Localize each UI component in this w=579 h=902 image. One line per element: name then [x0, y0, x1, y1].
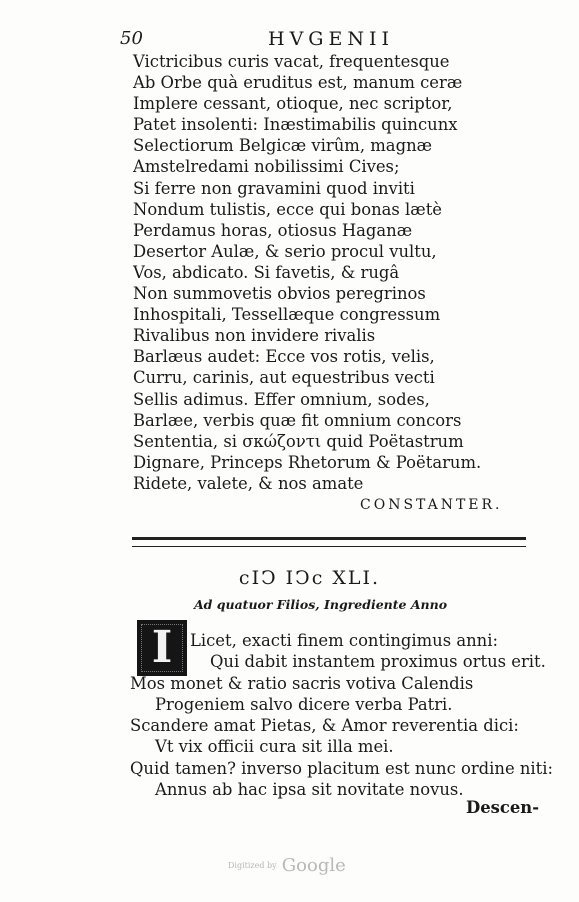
poem-line: Curru, carinis, aut equestribus vecti — [133, 368, 435, 388]
poem-line: Si ferre non gravamini quod inviti — [133, 178, 415, 198]
poem-continued — [133, 51, 533, 494]
poem-line: Victricibus curis vacat, frequentesque — [133, 52, 450, 71]
poem-dedication: Ad quatuor Filios, Ingrediente Anno — [193, 597, 448, 612]
poem-line: Patet insolenti: Inæstimabilis quincunx — [133, 115, 458, 135]
poem-line: Dignare, Princeps Rhetorum & Poëtarum. — [133, 452, 482, 472]
section-rule-thick — [132, 537, 526, 540]
poem-line: Rivalibus non invidere rivalis — [133, 326, 376, 346]
running-title: HVGENII — [268, 28, 394, 50]
poem-line: Barlæus audet: Ecce vos rotis, velis, — [133, 347, 435, 367]
poem-line: Scandere amat Pietas, & Amor reverentia dici: — [130, 716, 519, 736]
poem-line: Quid tamen? inverso placitum est nunc ordine niti: — [130, 758, 554, 778]
poem-line: Amstelredami nobilissimi Cives; — [133, 157, 400, 177]
poem-line: Vos, abdicato. Si favetis, & rugâ — [133, 262, 400, 282]
section-rule-thin — [132, 546, 526, 547]
poem-line: Perdamus horas, otiosus Haganæ — [133, 220, 413, 240]
poem-line: Implere cessant, otioque, nec scriptor, — [133, 94, 453, 114]
poem-line: Progeniem salvo dicere verba Patri. — [155, 694, 453, 714]
poem-line: Inhospitali, Tessellæque congressum — [133, 305, 441, 325]
running-head — [120, 28, 520, 52]
poem-line: Nondum tulistis, ecce qui bonas lætè — [133, 199, 442, 219]
page-number: 50 — [120, 28, 143, 49]
poem-line: Desertor Aulæ, & serio procul vultu, — [133, 241, 437, 261]
poem-line: Barlæe, verbis quæ fit omnium concors — [133, 410, 462, 430]
poem-line: Qui dabit instantem proximus ortus erit. — [210, 652, 546, 672]
poem-line: Non summovetis obvios peregrinos — [133, 284, 426, 304]
year-heading: cIↃ IↃc XLI. — [238, 567, 381, 589]
digitization-watermark — [228, 855, 346, 876]
initial-letter: I — [151, 622, 173, 673]
poem-line: Sententia, si σκώζοντι quid Poëtastrum — [133, 431, 464, 451]
poem-line: Vt vix officii cura sit illa mei. — [155, 737, 394, 757]
new-year-poem — [130, 630, 554, 800]
digitized-by-label: Digitized by — [228, 861, 277, 870]
poem-line: Selectiorum Belgicæ virûm, magnæ — [133, 136, 433, 156]
google-wordmark: Google — [281, 855, 346, 876]
poem-line: Licet, exacti finem contingimus anni: — [190, 631, 498, 650]
poem-line: Sellis adimus. Effer omnium, sodes, — [133, 389, 430, 409]
poem-line: Mos monet & ratio sacris votiva Calendis — [130, 673, 474, 693]
poem-line: Ridete, valete, & nos amate — [133, 473, 364, 493]
catchword: Descen- — [466, 798, 539, 817]
author-signature: CONSTANTER. — [360, 497, 503, 513]
poem-line: Ab Orbe quà eruditus est, manum ceræ — [133, 73, 463, 93]
poem-line: Annus ab hac ipsa sit novitate novus. — [155, 780, 464, 800]
